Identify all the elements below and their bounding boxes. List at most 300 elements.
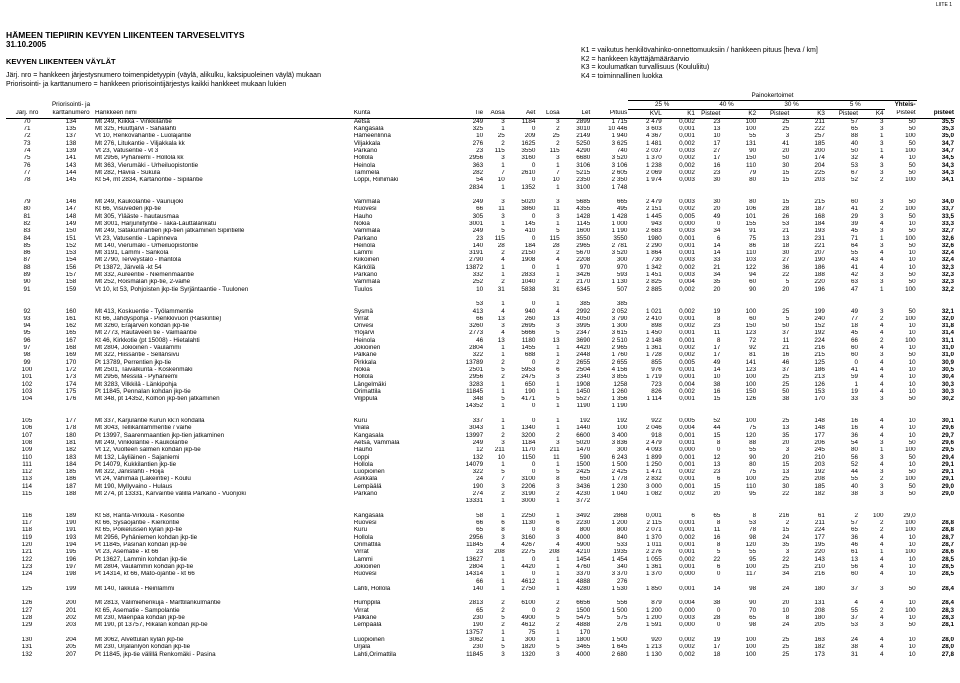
cell-k1-points: 6 bbox=[716, 476, 721, 483]
cell-name: Mt 325, Huuttjärvi - Sahalahti bbox=[94, 125, 177, 133]
cell-k1: 0,001 bbox=[679, 476, 695, 483]
cell-name: Mt 230, Urjalanlyön kohdan jkp-tie bbox=[94, 643, 191, 651]
table-row bbox=[6, 162, 955, 169]
cell-k4-points: 10 bbox=[908, 424, 916, 432]
cell-name: Mt 274, pt 13331, Karvaintie välillä Parkano - Vuorijoki bbox=[94, 490, 246, 497]
cell-k4-points: 10 bbox=[908, 534, 916, 541]
cell-kvl: 1 481 bbox=[646, 140, 662, 147]
cell-tie: 23 bbox=[476, 549, 484, 556]
cell-total: 35,3 bbox=[941, 125, 954, 133]
cell-k1-points bbox=[696, 629, 722, 636]
cell-let: 3106 bbox=[576, 162, 591, 169]
cell-tie: 53 bbox=[476, 300, 484, 308]
cell-k2: 72 bbox=[749, 337, 757, 344]
cell-pituus: 3 370 bbox=[611, 570, 628, 578]
cell-priority: 156 bbox=[65, 264, 77, 271]
cell-tie: 249 bbox=[472, 439, 484, 446]
cell-kvl: 1 114 bbox=[646, 395, 662, 403]
cell-total: 32,4 bbox=[941, 257, 954, 264]
cell-aosa: 4 bbox=[501, 257, 505, 264]
cell-tie: 337 bbox=[472, 417, 484, 425]
cell-k3: 148 bbox=[814, 417, 825, 425]
cell-k4-points bbox=[885, 184, 917, 191]
table-row bbox=[6, 221, 955, 228]
table-row bbox=[6, 184, 955, 191]
cell-k1-points: 38 bbox=[713, 600, 721, 607]
cell-k3-points: 37 bbox=[851, 614, 859, 622]
cell-k2: 60 bbox=[749, 279, 757, 286]
cell-let: 1428 bbox=[576, 213, 591, 220]
cell-aosa: 10 bbox=[497, 454, 505, 461]
cell-k4-points: 50 bbox=[908, 227, 916, 235]
cell-k2-points: 50 bbox=[782, 388, 790, 395]
cell-total: 35,5 bbox=[941, 118, 954, 126]
cell-pituus: 1 715 bbox=[611, 118, 628, 126]
cell-k3-points: 13 bbox=[851, 556, 859, 563]
cell-name bbox=[94, 578, 353, 585]
cell-aet: 3550 bbox=[521, 147, 536, 155]
cell-tie: 14314 bbox=[465, 570, 484, 578]
cell-k3-points: 64 bbox=[851, 242, 859, 249]
cell-name: Pt 14079, Kukkilantien jkp-tie bbox=[94, 461, 177, 468]
cell-jarj: 86 bbox=[23, 249, 31, 257]
cell-let: 3772 bbox=[576, 497, 591, 505]
cell-tie: 3043 bbox=[469, 424, 484, 432]
cell-name: Mt 2790, Terveystalo - Ihantola bbox=[94, 257, 181, 264]
cell-aet: 1820 bbox=[521, 643, 536, 651]
cell-k2: 92 bbox=[749, 344, 757, 352]
cell-priority bbox=[48, 184, 94, 191]
cell-let: 6600 bbox=[576, 432, 591, 439]
cell-kunta: Asikkala bbox=[353, 476, 378, 483]
spacer-cell bbox=[6, 410, 955, 417]
cell-jarj: 127 bbox=[21, 607, 33, 614]
cell-k1: 0,003 bbox=[679, 257, 695, 264]
cell-aet: 0 bbox=[531, 403, 536, 410]
cell-losa: 1 bbox=[556, 352, 560, 359]
cell-k1-points: 23 bbox=[713, 322, 721, 330]
cell-tie: 13789 bbox=[465, 359, 484, 366]
cell-k4-points: 10 bbox=[908, 373, 916, 381]
cell-tie: 3260 bbox=[469, 322, 484, 330]
cell-name: Mt 3191, Lammi - Sankola bbox=[94, 249, 169, 257]
cell-k2: 80 bbox=[749, 461, 757, 468]
cell-k3-points: 32 bbox=[851, 154, 859, 162]
table-row bbox=[6, 119, 955, 126]
cell-k3: 177 bbox=[814, 432, 825, 439]
cell-k2: 95 bbox=[749, 556, 757, 563]
cell-k2-points: 37 bbox=[782, 330, 790, 337]
cell-jarj bbox=[6, 578, 48, 585]
cell-pituus: 3 520 bbox=[611, 154, 628, 162]
cell-priority: 141 bbox=[65, 154, 77, 162]
table-row bbox=[6, 337, 955, 344]
cell-pituus: 556 bbox=[616, 600, 628, 607]
cell-priority: 203 bbox=[65, 621, 77, 629]
cell-k2: 150 bbox=[745, 388, 757, 395]
cell-let: 4210 bbox=[576, 549, 591, 556]
cell-k4: 3 bbox=[880, 227, 884, 235]
cell-jarj: 100 bbox=[21, 366, 33, 373]
cell-tie: 3191 bbox=[469, 249, 484, 257]
cell-pituus: 970 bbox=[616, 264, 628, 271]
cell-k3-points: 40 bbox=[851, 140, 859, 147]
cell-tie: 2956 bbox=[469, 154, 484, 162]
cell-total: 28,6 bbox=[941, 549, 954, 556]
cell-losa: 1 bbox=[556, 461, 560, 468]
cell-k2-points: 21 bbox=[782, 227, 790, 235]
cell-k2: 79 bbox=[749, 169, 757, 176]
cell-let: 4230 bbox=[576, 490, 591, 497]
cell-pituus bbox=[591, 498, 628, 505]
legend-k4: K4 = toiminnallinen luokka bbox=[581, 73, 663, 81]
cell-k2: 101 bbox=[745, 213, 757, 220]
cell-k4: 4 bbox=[880, 432, 884, 439]
cell-k1-points: 52 bbox=[713, 417, 721, 425]
cell-name bbox=[94, 301, 353, 308]
cell-k1: 0,005 bbox=[679, 213, 695, 220]
cell-kvl: 2 115 bbox=[646, 519, 662, 527]
cell-k2: 90 bbox=[749, 147, 757, 155]
cell-k2-points: 25 bbox=[782, 308, 790, 315]
cell-k4: 3 bbox=[880, 454, 884, 461]
cell-k4: 4 bbox=[880, 366, 884, 373]
cell-k1-points: 23 bbox=[713, 118, 721, 126]
cell-kvl: 2 069 bbox=[646, 169, 662, 176]
cell-let: 1440 bbox=[576, 424, 591, 432]
cell-k2: 150 bbox=[745, 154, 757, 162]
cell-k2-points: 3 bbox=[785, 446, 790, 454]
cell-kvl: 4 093 bbox=[646, 446, 662, 454]
cell-total: 32,3 bbox=[941, 279, 954, 286]
cell-k1: 0,002 bbox=[679, 344, 695, 352]
cell-kunta bbox=[353, 629, 452, 636]
cell-k1 bbox=[663, 498, 696, 505]
cell-losa: 1 bbox=[556, 556, 560, 563]
cell-name: Mt 3260, Eräjärven kohdan jkp-tie bbox=[94, 322, 190, 330]
cell-k3: 216 bbox=[814, 344, 825, 352]
cell-aosa: 1 bbox=[501, 352, 505, 359]
cell-k2: 80 bbox=[749, 198, 757, 206]
cell-jarj: 91 bbox=[23, 286, 31, 293]
cell-k2-points: 27 bbox=[782, 257, 790, 264]
cell-k4-points: 10 bbox=[908, 563, 916, 570]
cell-total: 33,7 bbox=[941, 206, 954, 213]
cell-k1: 0,002 bbox=[679, 651, 695, 658]
cell-tie: 65 bbox=[476, 527, 484, 534]
cell-k1: 0,001 bbox=[679, 133, 695, 140]
cell-kvl: 1 899 bbox=[646, 454, 662, 461]
cell-total: 29,4 bbox=[941, 454, 954, 461]
cell-kvl: 2 148 bbox=[646, 337, 662, 344]
cell-aosa: 1 bbox=[501, 424, 505, 432]
cell-total bbox=[917, 498, 955, 505]
cell-k3: 184 bbox=[814, 220, 825, 227]
cell-aet: 0 bbox=[531, 213, 536, 220]
cell-k2: 131 bbox=[745, 140, 757, 147]
cell-k2: 55 bbox=[749, 133, 757, 140]
cell-k2: 81 bbox=[749, 352, 757, 359]
cell-priority: 170 bbox=[65, 359, 77, 366]
cell-tie: 14079 bbox=[465, 461, 484, 468]
cell-aosa: 3 bbox=[501, 118, 505, 126]
cell-total bbox=[917, 578, 955, 585]
table-row bbox=[6, 629, 955, 636]
cell-k2-points: 15 bbox=[782, 461, 790, 468]
cell-k1: 0,002 bbox=[679, 162, 695, 169]
cell-kvl: 898 bbox=[651, 322, 662, 330]
cell-kunta: Hauho bbox=[353, 213, 373, 220]
cell-aosa: 1 bbox=[501, 162, 505, 169]
cell-k2: 100 bbox=[745, 651, 757, 658]
cell-kunta: Orimattila bbox=[353, 388, 381, 395]
cell-losa: 5 bbox=[556, 227, 560, 235]
cell-name: Mt 230, Mäenpää kohdan jkp-tie bbox=[94, 614, 185, 622]
cell-name: Kt 65, Poikelussen kylän jkp-tie bbox=[94, 527, 183, 534]
cell-let: 1454 bbox=[576, 556, 591, 563]
cell-k1-points: 8 bbox=[716, 519, 721, 527]
cell-k2-points: 25 bbox=[782, 125, 790, 133]
cell-k2: 98 bbox=[749, 621, 757, 629]
cell-k1 bbox=[663, 578, 696, 585]
cell-kvl: 826 bbox=[651, 388, 662, 395]
cell-k4-points: 100 bbox=[905, 519, 916, 527]
cell-tie: 14352 bbox=[465, 403, 484, 410]
cell-aosa: 2 bbox=[501, 607, 505, 614]
cell-jarj: 130 bbox=[21, 636, 33, 643]
cell-pituus: 575 bbox=[616, 614, 628, 622]
cell-kunta: Kangasala bbox=[353, 432, 384, 439]
cell-tie: 282 bbox=[472, 169, 484, 176]
cell-tie: 2773 bbox=[469, 330, 484, 337]
cell-jarj bbox=[6, 301, 48, 308]
cell-tie: 276 bbox=[472, 140, 484, 147]
cell-aet: 4171 bbox=[521, 395, 536, 403]
cell-k2: 100 bbox=[745, 563, 757, 570]
weights-header: Painokertoimet bbox=[628, 92, 916, 101]
cell-k2 bbox=[721, 629, 757, 636]
table-row bbox=[6, 374, 955, 381]
cell-kvl: 1 445 bbox=[646, 213, 662, 220]
cell-pituus: 1 260 bbox=[611, 388, 628, 395]
cell-let: 6680 bbox=[576, 154, 591, 162]
cell-aosa: 5 bbox=[501, 614, 505, 622]
cell-let: 1500 bbox=[576, 461, 591, 468]
cell-pituus: 10 446 bbox=[608, 125, 628, 133]
total-header-1: Yhteis- bbox=[894, 100, 916, 108]
cell-pituus: 533 bbox=[616, 541, 628, 549]
cell-aet: 4900 bbox=[521, 614, 536, 622]
cell-kvl: 1 238 bbox=[646, 162, 662, 169]
cell-aosa: 3 bbox=[501, 213, 505, 220]
cell-k3: 225 bbox=[814, 169, 825, 176]
col-k2-points: Pisteet bbox=[757, 110, 790, 119]
cell-losa: 4 bbox=[556, 308, 560, 315]
cell-k4-points: 100 bbox=[905, 527, 916, 534]
cell-tie: 230 bbox=[472, 614, 484, 622]
cell-name: Mt 132, Läyliäinen - Sajaniemi bbox=[94, 454, 180, 461]
cell-pituus: 2868 bbox=[613, 512, 628, 519]
cell-pituus: 2 605 bbox=[611, 169, 628, 176]
table-row bbox=[6, 498, 955, 505]
cell-k3-points: 1 bbox=[854, 381, 859, 388]
cell-losa: 1 bbox=[556, 300, 560, 308]
cell-k4: 4 bbox=[880, 257, 884, 264]
cell-k2: 100 bbox=[745, 381, 757, 388]
cell-kunta: Viiala bbox=[353, 424, 370, 432]
cell-priority: 193 bbox=[65, 534, 77, 541]
cell-kvl: 1 451 bbox=[646, 271, 662, 279]
cell-kvl: 2 046 bbox=[646, 424, 662, 432]
cell-k2: 110 bbox=[746, 162, 757, 169]
cell-k2: 110 bbox=[746, 249, 757, 257]
cell-kunta: Lempäälä bbox=[353, 621, 382, 629]
cell-total: 28,1 bbox=[941, 621, 954, 629]
cell-k2: 75 bbox=[749, 468, 757, 476]
cell-pituus: 1 748 bbox=[611, 184, 628, 191]
cell-aosa: 1 bbox=[501, 403, 505, 410]
cell-tie: 12 bbox=[476, 446, 484, 454]
cell-name: Mt 348, pt 14352, Kolhon jkp-tien jatkaminen bbox=[94, 395, 220, 403]
cell-aosa: 115 bbox=[494, 235, 505, 242]
cell-kunta: Loppi, Riihimäki bbox=[353, 176, 399, 184]
cell-k1-points: 16 bbox=[713, 534, 721, 541]
cell-total: 29,6 bbox=[941, 424, 954, 432]
cell-losa: 31 bbox=[552, 286, 560, 293]
cell-jarj: 72 bbox=[23, 133, 31, 140]
cell-k4-points: 100 bbox=[905, 549, 916, 556]
cell-k4: 4 bbox=[880, 570, 884, 578]
cell-let: 2170 bbox=[576, 279, 591, 286]
cell-k3: 210 bbox=[814, 454, 825, 461]
cell-k3: 185 bbox=[814, 483, 825, 490]
cell-k1-points: 28 bbox=[713, 614, 721, 622]
cell-let: 5685 bbox=[576, 198, 591, 206]
cell-kvl: 976 bbox=[651, 366, 662, 373]
cell-let: 4050 bbox=[576, 315, 591, 322]
cell-k1: 0,001 bbox=[679, 366, 695, 373]
cell-k4: 4 bbox=[880, 614, 884, 622]
cell-k3: 208 bbox=[814, 607, 825, 614]
cell-jarj: 129 bbox=[21, 621, 33, 629]
col-k3: K3 bbox=[790, 110, 826, 119]
cell-tie: 13757 bbox=[465, 629, 484, 636]
cell-kvl: 1 200 bbox=[646, 614, 662, 622]
cell-priority: 158 bbox=[65, 279, 77, 286]
cell-name bbox=[94, 498, 353, 505]
cell-tie: 65 bbox=[476, 607, 484, 614]
cell-k4: 2 bbox=[880, 519, 884, 527]
cell-k2-points: 30 bbox=[782, 249, 790, 257]
cell-k4: 2 bbox=[880, 476, 884, 483]
cell-pituus: 1 230 bbox=[611, 483, 628, 490]
cell-k3: 207 bbox=[814, 249, 825, 257]
cell-aet: 0 bbox=[531, 461, 536, 468]
cell-pituus: 1 760 bbox=[611, 352, 628, 359]
cell-kunta: Jokioinen bbox=[353, 563, 381, 570]
cell-kvl: 1 082 bbox=[646, 490, 662, 497]
cell-aet: 410 bbox=[524, 227, 536, 235]
cell-tie: 24 bbox=[476, 476, 484, 483]
cell-losa: 6 bbox=[556, 519, 560, 527]
cell-let: 590 bbox=[579, 454, 591, 461]
cell-total: 30,9 bbox=[941, 359, 954, 366]
cell-k1-points: 6 bbox=[716, 563, 721, 570]
cell-total: 28,0 bbox=[941, 636, 954, 643]
cell-aet: 0 bbox=[531, 417, 536, 425]
table-row bbox=[6, 615, 955, 622]
cell-tie: 190 bbox=[472, 621, 484, 629]
cell-losa: 2 bbox=[556, 621, 560, 629]
cell-k1: 0,002 bbox=[679, 643, 695, 651]
cell-kvl: 920 bbox=[651, 636, 662, 643]
cell-k4-points: 100 bbox=[905, 176, 916, 184]
cell-losa: 3 bbox=[556, 534, 560, 541]
cell-k4: 3 bbox=[880, 271, 884, 279]
table-row bbox=[6, 578, 955, 585]
cell-k3: 152 bbox=[814, 322, 825, 330]
cell-k2-points: 3 bbox=[785, 549, 790, 556]
col-jarj: Järj. nro bbox=[6, 110, 48, 119]
cell-let: 4000 bbox=[576, 651, 591, 658]
cell-kvl: 1 864 bbox=[646, 249, 662, 257]
cell-total: 30,2 bbox=[941, 395, 954, 403]
cell-k3: 215 bbox=[814, 198, 825, 206]
cell-k4-points: 50 bbox=[908, 468, 916, 476]
cell-k4-points: 10 bbox=[908, 330, 916, 337]
col-total: pisteet bbox=[917, 110, 955, 119]
cell-tie: 249 bbox=[472, 227, 484, 235]
cell-pituus: 507 bbox=[616, 286, 628, 293]
cell-pituus: 2 680 bbox=[611, 651, 628, 658]
table-row bbox=[6, 396, 955, 403]
cell-aosa: 2 bbox=[501, 249, 505, 257]
cell-kunta: Kuru bbox=[353, 417, 368, 425]
cell-jarj: 89 bbox=[23, 271, 31, 279]
cell-pituus: 2 052 bbox=[611, 308, 628, 315]
cell-losa: 1 bbox=[556, 570, 560, 578]
cell-k3-points: 56 bbox=[851, 454, 859, 461]
cell-aosa: 1 bbox=[501, 629, 505, 636]
table-row bbox=[6, 520, 955, 527]
cell-priority: 143 bbox=[65, 162, 77, 169]
cell-k4: 4 bbox=[880, 322, 884, 330]
cell-pituus: 2 510 bbox=[611, 337, 628, 344]
cell-k4-points: 50 bbox=[908, 271, 916, 279]
cell-aosa: 1 bbox=[501, 556, 505, 563]
cell-pituus: 4 156 bbox=[611, 366, 628, 373]
cell-k3-points: 60 bbox=[851, 344, 859, 352]
cell-pituus: 1 454 bbox=[611, 556, 628, 563]
cell-kvl: 1 342 bbox=[646, 264, 662, 271]
cell-k4-points: 10 bbox=[908, 264, 916, 271]
cell-k1-points: 17 bbox=[713, 154, 721, 162]
cell-kunta bbox=[353, 578, 452, 585]
cell-tie: 66 bbox=[476, 578, 484, 585]
cell-k3-points: 65 bbox=[851, 527, 859, 534]
cell-name: Pt 13872, Järvelä -kt 54 bbox=[94, 264, 162, 271]
cell-k3-points: 63 bbox=[851, 279, 859, 286]
cell-k1-points: 20 bbox=[713, 286, 721, 293]
cell-k2-points: 5 bbox=[785, 315, 790, 322]
cell-aet: 6100 bbox=[521, 600, 536, 607]
cell-jarj: 117 bbox=[22, 519, 33, 527]
cell-k4: 2 bbox=[880, 527, 884, 534]
cell-k3: 125 bbox=[814, 359, 825, 366]
cell-k2: 100 bbox=[745, 373, 757, 381]
cell-let: 4420 bbox=[576, 344, 591, 352]
cell-k2: 126 bbox=[745, 395, 757, 403]
